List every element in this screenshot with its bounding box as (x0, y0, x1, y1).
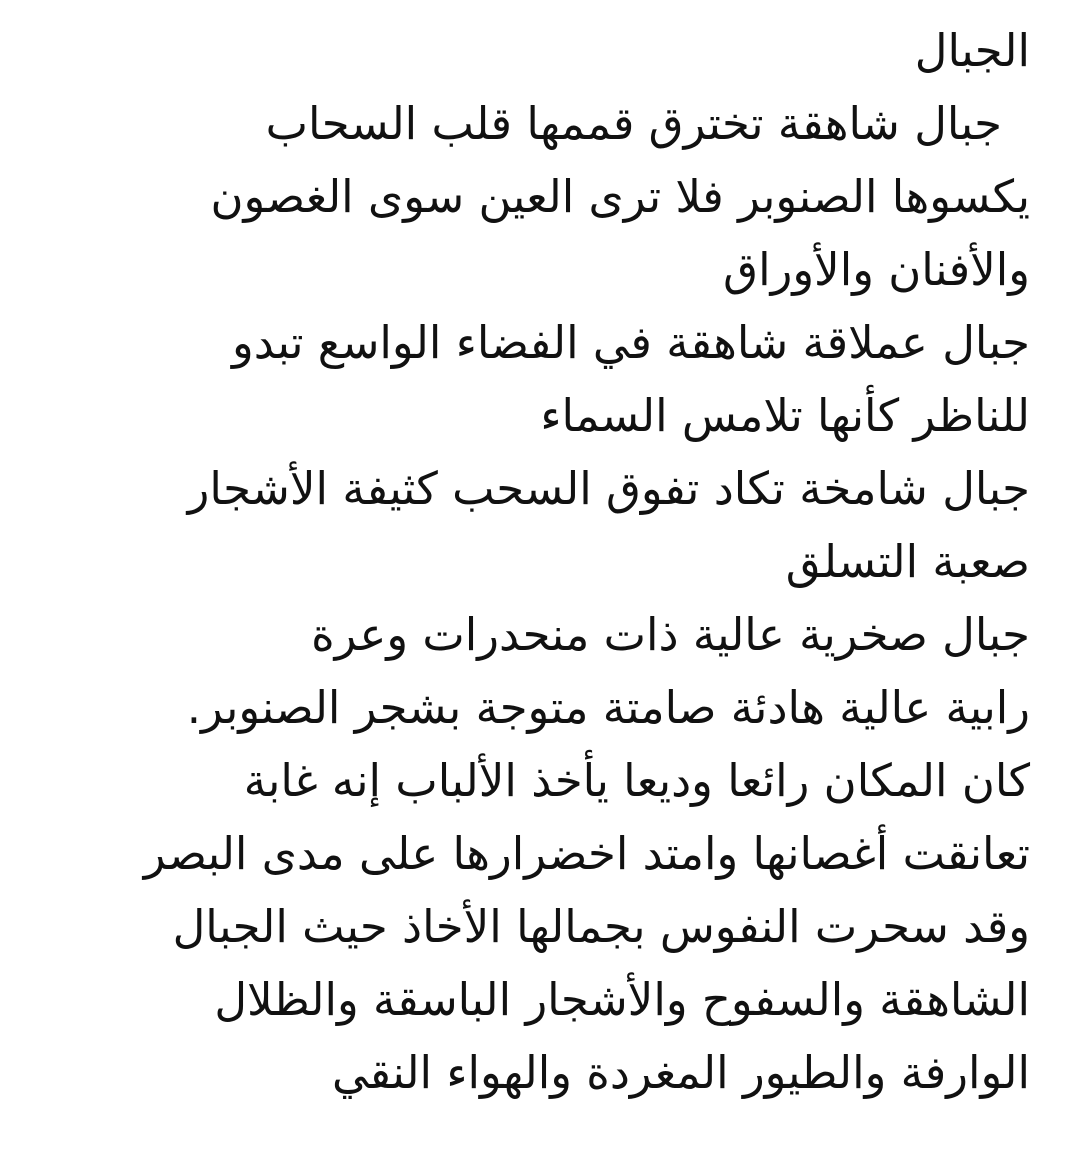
text-line-8: جبال صخرية عالية ذات منحدرات وعرة (311, 608, 1030, 661)
text-line-6: جبال شامخة تكاد تفوق السحب كثيفة الأشجار (187, 462, 1030, 515)
text-line-13: الشاهقة والسفوح والأشجار الباسقة والظلال (214, 973, 1030, 1026)
text-line-10: كان المكان رائعا وديعا يأخذ الألباب إنه غابة (243, 754, 1030, 807)
text-line-5: للناظر كأنها تلامس السماء (540, 389, 1030, 442)
text-line-12: وقد سحرت النفوس بجمالها الأخاذ حيث الجبال (172, 900, 1030, 953)
text-line-3: والأفنان والأوراق (723, 243, 1030, 296)
text-line-2: يكسوها الصنوبر فلا ترى العين سوى الغصون (210, 170, 1030, 223)
text-line-11: تعانقت أغصانها وامتد اخضرارها على مدى البصر (143, 827, 1030, 880)
text-line-1: جبال شاهقة تخترق قممها قلب السحاب (265, 97, 1002, 150)
text-line-4: جبال عملاقة شاهقة في الفضاء الواسع تبدو (232, 316, 1030, 369)
text-line-7: صعبة التسلق (785, 535, 1030, 588)
text-line-9: رابية عالية هادئة صامتة متوجة بشجر الصنوبر. (186, 681, 1030, 734)
text-line-14: الوارفة والطيور المغردة والهواء النقي (331, 1046, 1030, 1099)
document-title: الجبال (914, 24, 1030, 77)
document-text (30, 14, 1030, 1109)
